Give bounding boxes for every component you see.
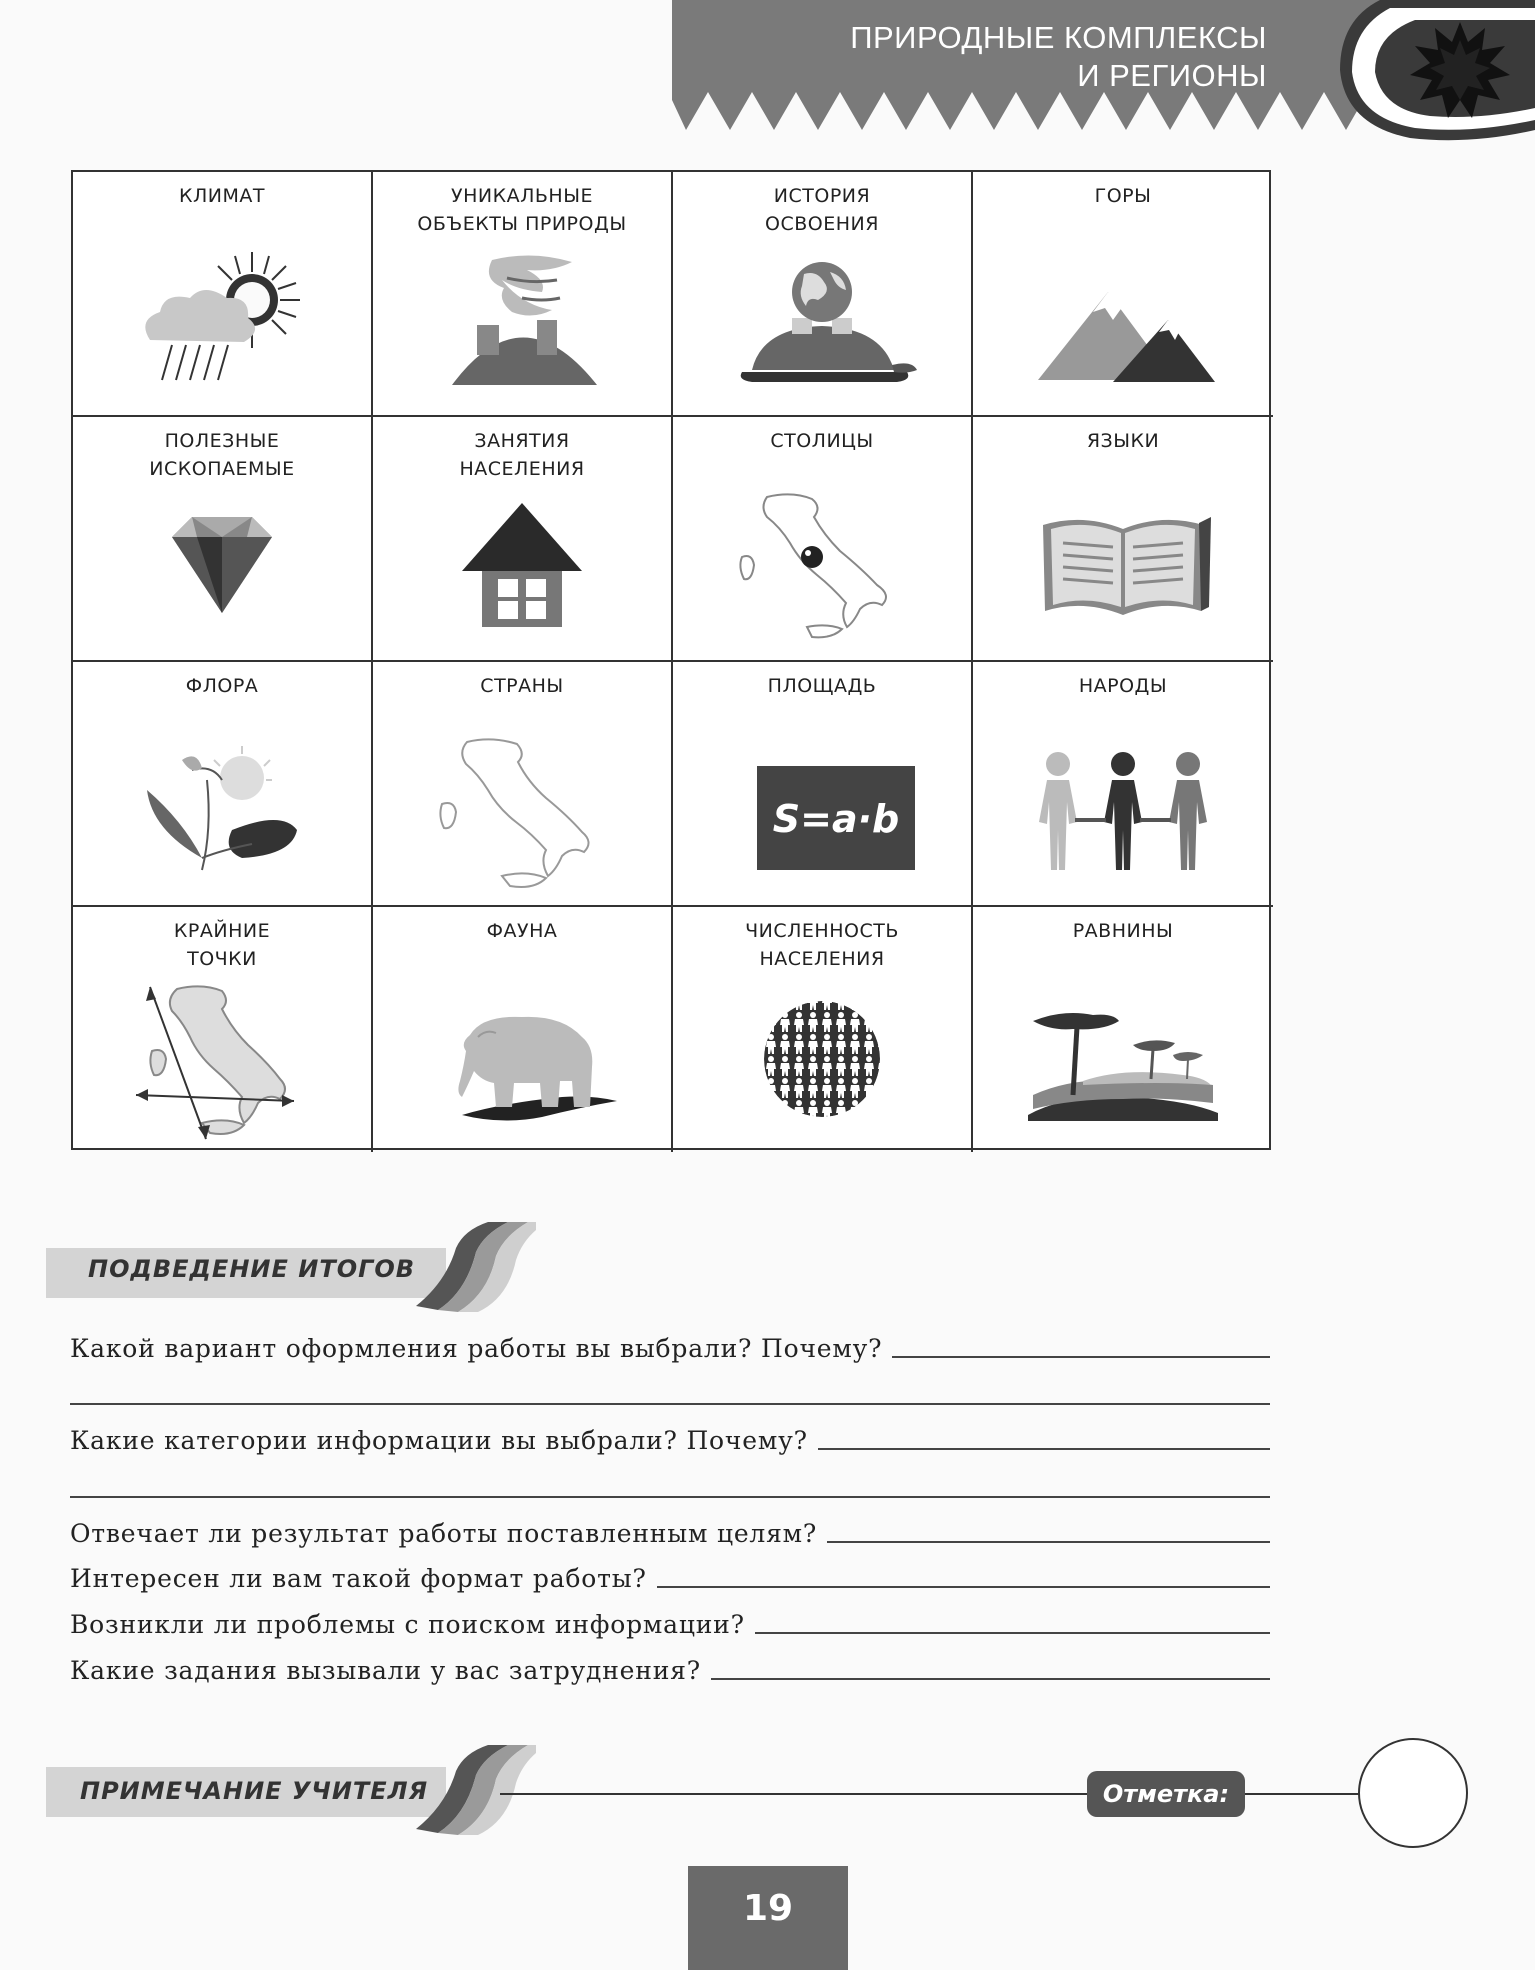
question-text: Возникли ли проблемы с поиском информации?: [70, 1610, 745, 1639]
grid-cell-mountains: [973, 172, 1273, 417]
mark-connector-line: [1245, 1793, 1360, 1795]
italy-map-icon: [422, 732, 622, 897]
mark-label: Отметка:: [1087, 1771, 1245, 1817]
answer-line[interactable]: [711, 1678, 1270, 1680]
page-number: 19: [742, 1888, 794, 1929]
answer-line[interactable]: [827, 1541, 1270, 1543]
cell-label: ФЛОРА: [185, 675, 259, 697]
info-grid: [71, 170, 1271, 1150]
teacher-note-line[interactable]: [500, 1793, 1090, 1795]
header-title-line-2: И РЕГИОНЫ: [1077, 58, 1267, 93]
page-number-box: [688, 1866, 848, 1970]
people-icon: [1023, 740, 1223, 880]
cell-label: ФАУНА: [486, 920, 558, 942]
grid-cell-occupations: [373, 417, 673, 662]
question-row-5: [70, 1599, 1270, 1639]
answer-line[interactable]: [818, 1448, 1270, 1450]
italy-capital-map-icon: [722, 487, 922, 647]
globe-on-turtle-icon: [722, 250, 922, 390]
answer-line[interactable]: [755, 1632, 1270, 1634]
grid-cell-area: [673, 662, 973, 907]
question-text: Какие задания вызывали у вас затруднения?: [70, 1656, 701, 1685]
teacher-note-title: ПРИМЕЧАНИЕ УЧИТЕЛЯ: [80, 1777, 429, 1805]
grid-cell-flora: [73, 662, 373, 907]
summary-title: ПОДВЕДЕНИЕ ИТОГОВ: [88, 1255, 416, 1283]
weather-icon: [132, 250, 312, 390]
question-text: Отвечает ли результат работы поставленным целям?: [70, 1519, 818, 1548]
grid-cell-fauna: [373, 907, 673, 1152]
grid-cell-countries: [373, 662, 673, 907]
population-circle-icon: [722, 989, 922, 1139]
savanna-icon: [1023, 985, 1223, 1125]
open-book-icon: [1023, 495, 1223, 635]
grid-cell-population: [673, 907, 973, 1152]
answer-line-extra[interactable]: [70, 1496, 1270, 1498]
area-formula-text: S=a·b: [772, 797, 900, 841]
cell-label: УНИКАЛЬНЫЕ ОБЪЕКТЫ ПРИРОДЫ: [417, 185, 627, 235]
grid-cell-peoples: [973, 662, 1273, 907]
question-text: Какой вариант оформления работы вы выбрали? Почему?: [70, 1334, 883, 1363]
plant-icon: [122, 740, 322, 880]
mark-circle[interactable]: [1358, 1738, 1468, 1848]
grid-cell-languages: [973, 417, 1273, 662]
grid-cell-minerals: [73, 417, 373, 662]
mountains-icon: [1023, 250, 1223, 390]
header-title-line-1: ПРИРОДНЫЕ КОМПЛЕКСЫ: [850, 20, 1267, 55]
grid-cell-climate: [73, 172, 373, 417]
question-text: Интересен ли вам такой формат работы?: [70, 1564, 647, 1593]
cell-label: ГОРЫ: [1094, 185, 1152, 207]
grid-cell-extreme-points: [73, 907, 373, 1152]
grid-cell-history: [673, 172, 973, 417]
question-row-3: [70, 1508, 1270, 1548]
cell-label: КЛИМАТ: [179, 185, 265, 207]
elephant-icon: [422, 985, 622, 1125]
question-row-2: [70, 1415, 1270, 1455]
question-row-1: [70, 1323, 1270, 1363]
diamond-icon: [122, 495, 322, 635]
cell-label: ЗАНЯТИЯ НАСЕЛЕНИЯ: [459, 430, 585, 480]
grid-cell-plains: [973, 907, 1273, 1152]
question-row-4: [70, 1553, 1270, 1593]
cell-label: НАРОДЫ: [1078, 675, 1168, 697]
question-text: Какие категории информации вы выбрали? Почему?: [70, 1426, 808, 1455]
answer-line-extra[interactable]: [70, 1403, 1270, 1405]
answer-line[interactable]: [892, 1356, 1270, 1358]
cell-label: СТРАНЫ: [480, 675, 564, 697]
cell-label: КРАЙНИЕ ТОЧКИ: [173, 920, 271, 970]
answer-line[interactable]: [657, 1586, 1270, 1588]
question-row-6: [70, 1645, 1270, 1685]
star-icon: [1320, 0, 1535, 145]
house-icon: [422, 495, 622, 635]
grid-cell-capitals: [673, 417, 973, 662]
cell-label: РАВНИНЫ: [1072, 920, 1174, 942]
rock-formation-icon: [422, 250, 622, 390]
cell-label: ЯЗЫКИ: [1086, 430, 1160, 452]
cell-label: СТОЛИЦЫ: [770, 430, 874, 452]
italy-extreme-points-icon: [122, 977, 322, 1147]
cell-label: ПОЛЕЗНЫЕ ИСКОПАЕМЫЕ: [149, 430, 295, 480]
cell-label: ИСТОРИЯ ОСВОЕНИЯ: [765, 185, 879, 235]
grid-cell-unique-nature: [373, 172, 673, 417]
cell-label: ПЛОЩАДЬ: [767, 675, 877, 697]
area-formula-icon: [722, 740, 922, 880]
cell-label: ЧИСЛЕННОСТЬ НАСЕЛЕНИЯ: [745, 920, 899, 970]
